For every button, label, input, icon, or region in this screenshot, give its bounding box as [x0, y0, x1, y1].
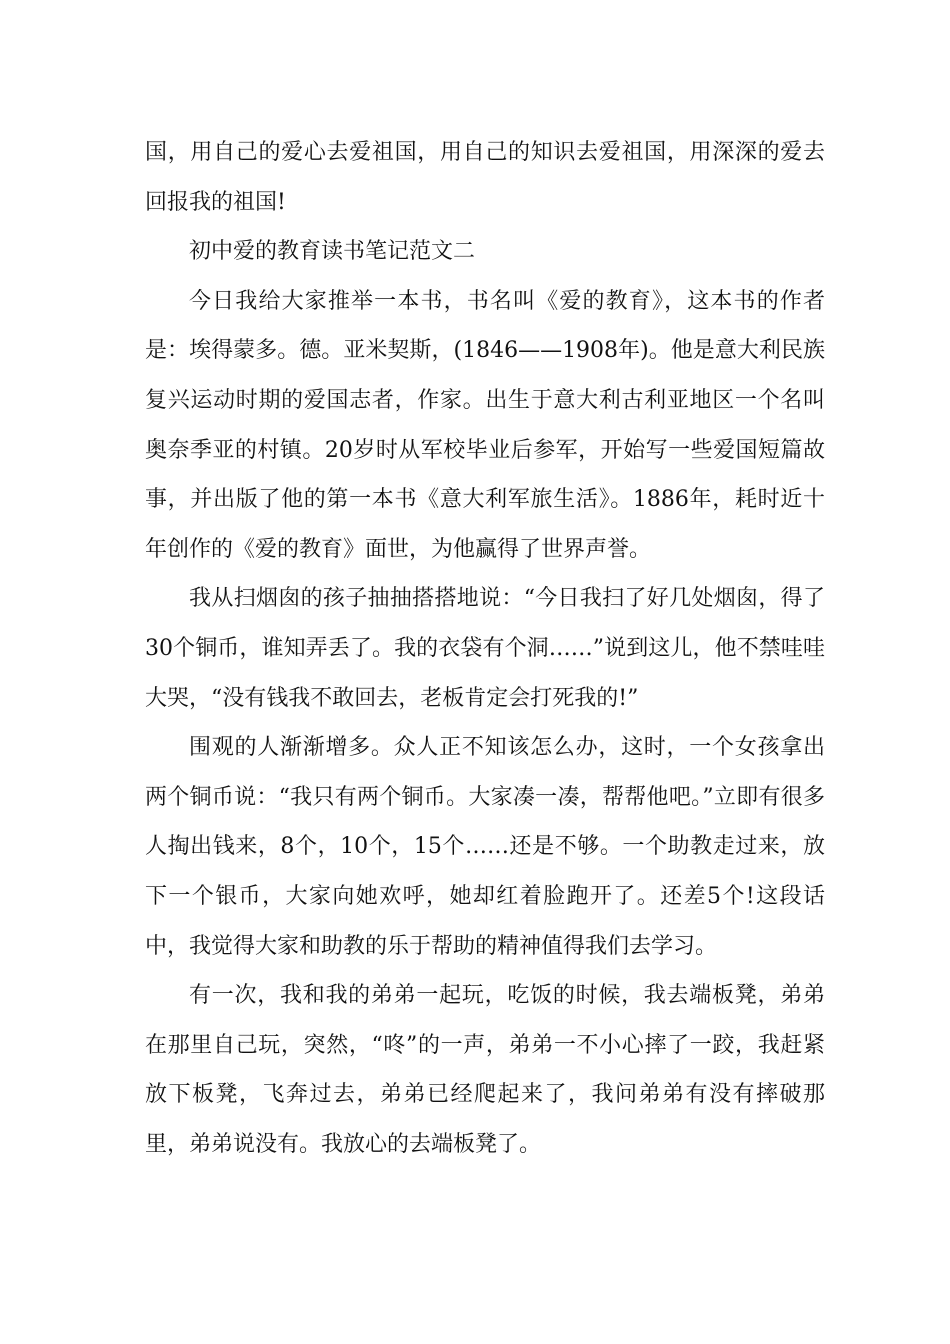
- paragraph-chimney-boy: 我从扫烟囱的孩子抽抽搭搭地说：“今日我扫了好几处烟囱，得了30个铜币，谁知弄丢了。我的衣袋有个洞……”说到这儿，他不禁哇哇大哭，“没有钱我不敢回去，老板肯定会打死我的!”: [145, 586, 825, 711]
- paragraph-crowd-helps: 围观的人渐渐增多。众人正不知该怎么办，这时，一个女孩拿出两个铜币说：“我只有两个铜币。大家凑一凑，帮帮他吧。”立即有很多人掏出钱来，8个，10个，15个……还是不够。一个助教走过来，放下一个银币，大家向她欢呼，她却红着脸跑开了。还差5个!这段话中，我觉得大家和助教的乐于帮助的精神值得我们去学习。: [145, 735, 825, 959]
- document-body: [145, 128, 825, 1169]
- section-heading: 初中爱的教育读书笔记范文二: [189, 239, 476, 265]
- paragraph-continuation: 国，用自己的爱心去爱祖国，用自己的知识去爱祖国，用深深的爱去回报我的祖国!: [145, 140, 825, 215]
- paragraph-little-brother: 有一次，我和我的弟弟一起玩，吃饭的时候，我去端板凳，弟弟在那里自己玩，突然，“咚”的一声，弟弟一不小心摔了一跤，我赶紧放下板凳，飞奔过去，弟弟已经爬起来了，我问弟弟有没有摔破那里，弟弟说没有。我放心的去端板凳了。: [145, 983, 825, 1157]
- paragraph-intro: 今日我给大家推举一本书，书名叫《爱的教育》，这本书的作者是：埃得蒙多。德。亚米契斯，(1846——1908年)。他是意大利民族复兴运动时期的爱国志者，作家。出生于意大利古利亚地区一个名叫奥奈季亚的村镇。20岁时从军校毕业后参军，开始写一些爱国短篇故事，并出版了他的第一本书《意大利军旅生活》。1886年，耗时近十年创作的《爱的教育》面世，为他赢得了世界声誉。: [145, 288, 825, 562]
